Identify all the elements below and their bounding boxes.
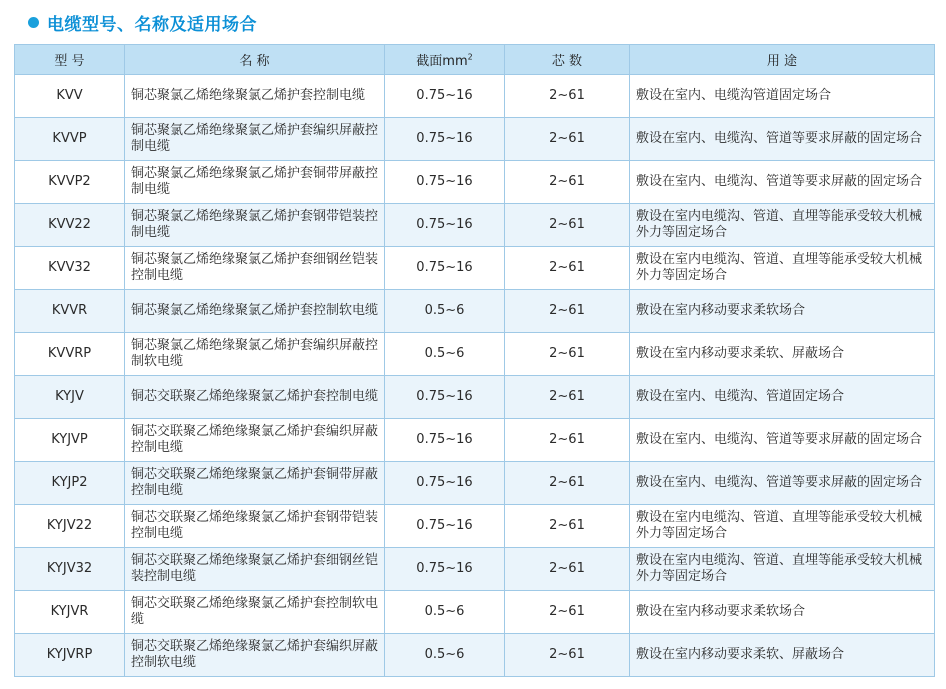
cell-usage: 敷设在室内移动要求柔软场合 [630, 591, 935, 634]
cell-section: 0.5~6 [385, 333, 505, 376]
cell-model: KYJV [15, 376, 125, 419]
cell-cores: 2~61 [505, 204, 630, 247]
cell-cores: 2~61 [505, 505, 630, 548]
table-row [15, 118, 935, 161]
table-row [15, 290, 935, 333]
cell-model: KYJVP [15, 419, 125, 462]
cell-name: 铜芯交联聚乙烯绝缘聚氯乙烯护套编织屏蔽控制电缆 [125, 419, 385, 462]
cell-usage: 敷设在室内、电缆沟、管道固定场合 [630, 376, 935, 419]
table-row [15, 548, 935, 591]
cell-cores: 2~61 [505, 333, 630, 376]
table-row [15, 376, 935, 419]
cell-model: KVVP [15, 118, 125, 161]
cell-cores: 2~61 [505, 548, 630, 591]
cell-model: KYJV32 [15, 548, 125, 591]
cell-usage: 敷设在室内、电缆沟、管道等要求屏蔽的固定场合 [630, 419, 935, 462]
table-row [15, 505, 935, 548]
header-cores: 芯 数 [505, 45, 630, 75]
cell-cores: 2~61 [505, 419, 630, 462]
header-model: 型 号 [15, 45, 125, 75]
cell-usage: 敷设在室内移动要求柔软场合 [630, 290, 935, 333]
cell-section: 0.75~16 [385, 376, 505, 419]
cell-usage: 敷设在室内电缆沟、管道、直埋等能承受较大机械外力等固定场合 [630, 505, 935, 548]
cell-section: 0.5~6 [385, 591, 505, 634]
table-row [15, 634, 935, 677]
table-row [15, 204, 935, 247]
cell-name: 铜芯聚氯乙烯绝缘聚氯乙烯护套铜带屏蔽控制电缆 [125, 161, 385, 204]
cell-usage: 敷设在室内电缆沟、管道、直埋等能承受较大机械外力等固定场合 [630, 247, 935, 290]
cell-model: KVV [15, 75, 125, 118]
header-usage: 用 途 [630, 45, 935, 75]
cable-spec-table [14, 44, 935, 677]
table-row [15, 247, 935, 290]
header-name: 名 称 [125, 45, 385, 75]
bullet-icon [28, 17, 39, 28]
cell-usage: 敷设在室内电缆沟、管道、直埋等能承受较大机械外力等固定场合 [630, 548, 935, 591]
cell-name: 铜芯交联聚乙烯绝缘聚氯乙烯护套细钢丝铠装控制电缆 [125, 548, 385, 591]
cell-model: KVVR [15, 290, 125, 333]
cell-model: KVVRP [15, 333, 125, 376]
cell-name: 铜芯交联聚乙烯绝缘聚氯乙烯护套钢带铠装控制电缆 [125, 505, 385, 548]
cell-name: 铜芯聚氯乙烯绝缘聚氯乙烯护套编织屏蔽控制软电缆 [125, 333, 385, 376]
cell-usage: 敷设在室内、电缆沟、管道等要求屏蔽的固定场合 [630, 118, 935, 161]
table-header-row [15, 45, 935, 75]
table-body [15, 75, 935, 677]
cell-usage: 敷设在室内移动要求柔软、屏蔽场合 [630, 634, 935, 677]
cell-model: KYJV22 [15, 505, 125, 548]
table-row [15, 333, 935, 376]
cell-model: KYJVRP [15, 634, 125, 677]
cell-name: 铜芯交联聚乙烯绝缘聚氯乙烯护套控制电缆 [125, 376, 385, 419]
cell-section: 0.75~16 [385, 419, 505, 462]
cell-cores: 2~61 [505, 376, 630, 419]
cell-cores: 2~61 [505, 247, 630, 290]
table-row [15, 591, 935, 634]
cell-name: 铜芯聚氯乙烯绝缘聚氯乙烯护套控制软电缆 [125, 290, 385, 333]
cell-section: 0.5~6 [385, 634, 505, 677]
cell-name: 铜芯交联聚乙烯绝缘聚氯乙烯护套编织屏蔽控制软电缆 [125, 634, 385, 677]
cell-usage: 敷设在室内电缆沟、管道、直埋等能承受较大机械外力等固定场合 [630, 204, 935, 247]
cell-model: KVV22 [15, 204, 125, 247]
cell-name: 铜芯聚氯乙烯绝缘聚氯乙烯护套编织屏蔽控制电缆 [125, 118, 385, 161]
cell-cores: 2~61 [505, 75, 630, 118]
cell-cores: 2~61 [505, 634, 630, 677]
cell-section: 0.75~16 [385, 462, 505, 505]
cell-usage: 敷设在室内移动要求柔软、屏蔽场合 [630, 333, 935, 376]
cell-section: 0.5~6 [385, 290, 505, 333]
table-row [15, 161, 935, 204]
cell-section: 0.75~16 [385, 75, 505, 118]
cell-model: KYJVR [15, 591, 125, 634]
header-section [385, 45, 505, 75]
cell-cores: 2~61 [505, 290, 630, 333]
cell-section: 0.75~16 [385, 247, 505, 290]
cell-name: 铜芯聚氯乙烯绝缘聚氯乙烯护套钢带铠装控制电缆 [125, 204, 385, 247]
cell-name: 铜芯交联聚乙烯绝缘聚氯乙烯护套铜带屏蔽控制电缆 [125, 462, 385, 505]
cell-section: 0.75~16 [385, 161, 505, 204]
cell-name: 铜芯交联聚乙烯绝缘聚氯乙烯护套控制软电缆 [125, 591, 385, 634]
cell-cores: 2~61 [505, 118, 630, 161]
cell-name: 铜芯聚氯乙烯绝缘聚氯乙烯护套控制电缆 [125, 75, 385, 118]
section-header [28, 8, 257, 36]
cell-section: 0.75~16 [385, 118, 505, 161]
cell-usage: 敷设在室内、电缆沟、管道等要求屏蔽的固定场合 [630, 462, 935, 505]
cell-usage: 敷设在室内、电缆沟、管道等要求屏蔽的固定场合 [630, 161, 935, 204]
header-section-label: 截面mm [416, 54, 468, 69]
table-row [15, 419, 935, 462]
cell-section: 0.75~16 [385, 505, 505, 548]
cell-section: 0.75~16 [385, 204, 505, 247]
cell-name: 铜芯聚氯乙烯绝缘聚氯乙烯护套细钢丝铠装控制电缆 [125, 247, 385, 290]
cell-section: 0.75~16 [385, 548, 505, 591]
table-row [15, 462, 935, 505]
cell-cores: 2~61 [505, 161, 630, 204]
cell-usage: 敷设在室内、电缆沟管道固定场合 [630, 75, 935, 118]
table-row [15, 75, 935, 118]
header-section-superscript: 2 [467, 52, 473, 62]
cell-model: KYJP2 [15, 462, 125, 505]
cell-cores: 2~61 [505, 591, 630, 634]
cell-model: KVVP2 [15, 161, 125, 204]
cell-model: KVV32 [15, 247, 125, 290]
cell-cores: 2~61 [505, 462, 630, 505]
section-title: 电缆型号、名称及适用场合 [47, 14, 257, 35]
